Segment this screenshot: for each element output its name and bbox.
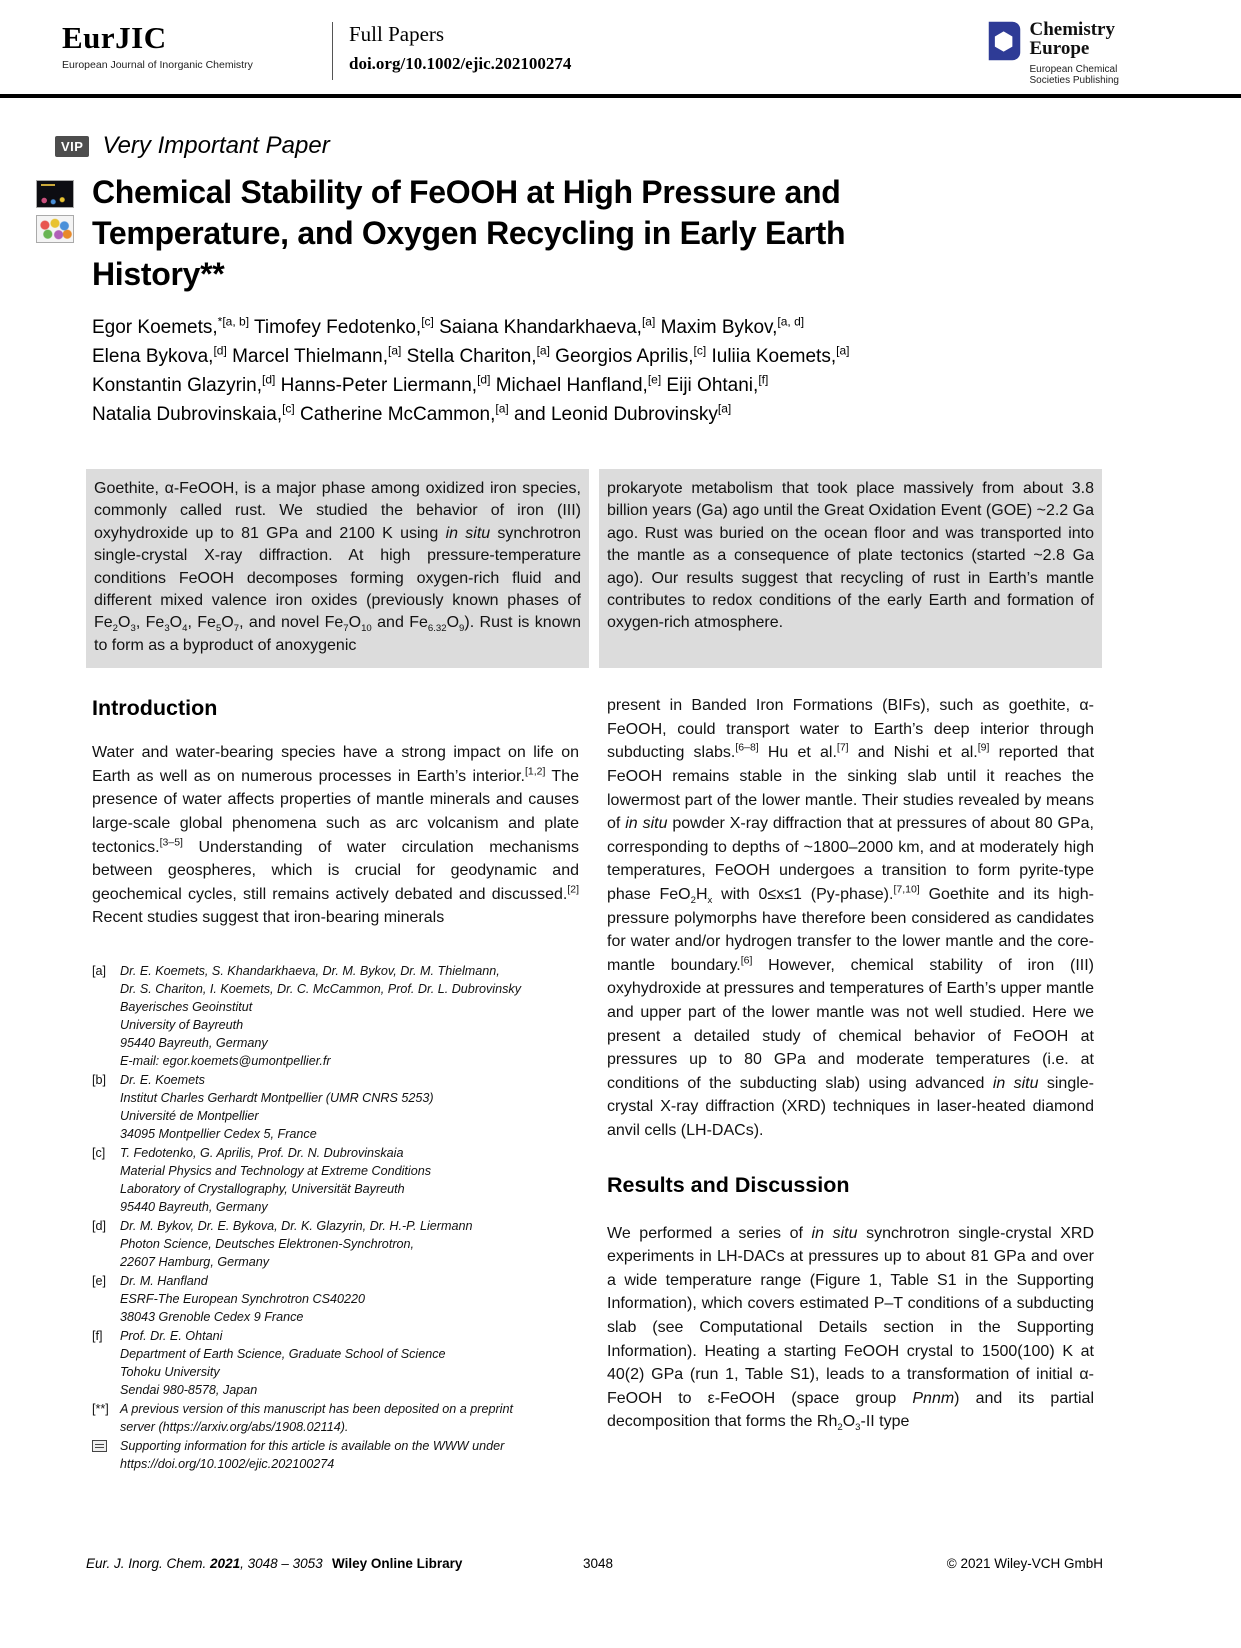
footnote-line: T. Fedotenko, G. Aprilis, Prof. Dr. N. Dubrovinskaia [120, 1146, 404, 1160]
footnote-line: 95440 Bayreuth, Germany [120, 1200, 268, 1214]
footnote-line: ESRF-The European Synchrotron CS40220 [120, 1292, 366, 1306]
doi-link[interactable]: doi.org/10.1002/ejic.202100274 [349, 54, 572, 73]
vip-row [55, 132, 1241, 160]
footnote-line: Department of Earth Science, Graduate School of Science [120, 1347, 446, 1361]
graphical-abstract-thumbs [36, 180, 74, 243]
abstract-left-column: Goethite, α-FeOOH, is a major phase among oxidized iron species, commonly called rust. We studied the behavior of iron (III) oxyhydroxide up to 81 GPa and 2100 K using in situ synchrotron single-crystal X-ray diffraction. At high pressure-temperature conditions FeOOH decomposes forming oxygen-rich fluid and different mixed valence iron oxides (previously known phases of $Fe_2O_3$, $Fe_3O_4$, $Fe_5O_7$, and novel $Fe_7O_{10}$ and $Fe_{6.32}O_9$). Rust is known to form as a byproduct of anoxygenic [86, 469, 589, 668]
footnote-line: Dr. S. Chariton, I. Koemets, Dr. C. McCammon, Prof. Dr. L. Dubrovinsky [120, 982, 522, 996]
author-line: Egor Koemets,$^{*[a, b]}$ Timofey Fedotenko,[c] Saiana Khandarkhaeva,[a] Maxim Bykov,[a, d] [92, 314, 805, 338]
section-heading-results: Results and Discussion [607, 1172, 850, 1197]
header-divider [332, 22, 333, 80]
left-column [92, 694, 579, 1474]
publisher-name-line2: Europe [1029, 38, 1090, 59]
footnote-line: 22607 Hamburg, Germany [120, 1255, 270, 1269]
results-paragraph: We performed a series of in situ synchrotron single-crystal XRD experiments in LH-DACs at pressures up to about 81 GPa and over a wide temperature range (Figure 1, Table S1 in the Supporting Information), which covers estimated P–T conditions of a subducting slab (see Computational Details section in the Supporting Information). Heating a starting FeOOH crystal to 1500(100) K at 40(2) GPa (run 1, Table S1), leads to a transformation of initial α-FeOOH to ε-FeOOH (space group Pnnm) and its partial decomposition that forms the $Rh_2O_3-II$ type [607, 1224, 1095, 1434]
wiley-online-library: Wiley Online Library [332, 1556, 463, 1571]
footnote-line: Prof. Dr. E. Ohtani [120, 1329, 223, 1343]
graphical-abstract-thumb-color [36, 215, 74, 243]
journal-citation: Eur. J. Inorg. Chem. 2021, 3048 – 3053 [86, 1556, 323, 1571]
vip-badge: VIP [55, 136, 89, 157]
author-line: Natalia Dubrovinskaia,[c] Catherine McCammon,[a] and Leonid Dubrovinsky[a] [92, 401, 732, 425]
publisher-subtitle-line2: Societies Publishing [1029, 75, 1119, 86]
footnote-text [120, 1400, 513, 1436]
publisher-block [980, 20, 1120, 86]
footnote-line: Supporting information for this article is available on the WWW under [120, 1439, 505, 1453]
footnote-line: University of Bayreuth [120, 1018, 244, 1032]
footnote-label: [c] [92, 1146, 106, 1160]
footnote-label: [b] [92, 1073, 107, 1087]
journal-header [0, 0, 1241, 94]
footnote-line: Institut Charles Gerhardt Montpellier (UMR CNRS 5253) [120, 1091, 434, 1105]
journal-logo: EurJIC [62, 20, 167, 55]
footnote-label: [a] [92, 964, 107, 978]
author-line: Konstantin Glazyrin,[d] Hanns-Peter Liermann,[d] Michael Hanfland,[e] Eiji Ohtani,[f] [92, 372, 769, 396]
introduction-continued-paragraph: present in Banded Iron Formations (BIFs), such as goethite, α-FeOOH, could transport water to Earth’s deep interior through subducting slabs.[6–8] Hu et al.[7] and Nishi et al.[9] reported that FeOOH remains stable in the sinking slab until it reaches the lowermost part of the lower mantle. Their studies revealed by means of in situ powder X-ray diffraction that at pressures of about 80 GPa, corresponding to depths of ~1800–2000 km, and at moderately high temperatures, FeOOH undergoes a transition to form pyrite-type phase $FeO_2H_x$ with 0≤x≤1 (Py-phase).[7,10] Goethite and its high-pressure polymorphs have therefore been considered as candidates for water and/or hydrogen transfer to the lower mantle and the core-mantle boundary.[6] However, chemical stability of iron (III) oxyhydroxide at pressures and temperatures of Earth’s upper mantle and upper part of the lower mantle was not well studied. Here we present a detailed study of chemical behavior of FeOOH at pressures up to 80 GPa and moderate temperatures (i.e. at conditions of the subducting slab) using advanced in situ single-crystal X-ray diffraction (XRD) techniques in laser-heated diamond anvil cells (LH-DACs). [607, 697, 1095, 1139]
copyright: © 2021 Wiley-VCH GmbH [946, 1556, 1103, 1571]
introduction-paragraph: Water and water-bearing species have a strong impact on life on Earth as well as on numerous processes in Earth’s interior.[1,2] The presence of water affects properties of mantle minerals and causes large-scale global phenomena such as arc volcanism and plate tectonics.[3–5] Understanding of water circulation mechanisms between geospheres, which is crucial for geodynamic and geochemical cycles, still remains actively debated and discussed.[2] Recent studies suggest that iron-bearing minerals [92, 744, 579, 927]
right-column [607, 694, 1094, 1474]
publisher-text [1030, 20, 1120, 86]
footnote-line: Université de Montpellier [120, 1109, 259, 1123]
footnote-line: Laboratory of Crystallography, Universität Bayreuth [120, 1182, 405, 1196]
author-list [92, 313, 1241, 429]
footnote-item [92, 962, 579, 1070]
footnote-text [120, 1327, 446, 1399]
footnote-line: Dr. M. Hanfland [120, 1274, 208, 1288]
footnote-line: Bayerisches Geoinstitut [120, 1000, 253, 1014]
footnote-label: [f] [92, 1329, 103, 1343]
footnote-line: 38043 Grenoble Cedex 9 France [120, 1310, 304, 1324]
journal-subtitle: European Journal of Inorganic Chemistry [62, 59, 253, 71]
article-type-block [349, 20, 571, 74]
footnote-line: Tohoku University [120, 1365, 220, 1379]
author-line: Elena Bykova,[d] Marcel Thielmann,[a] Stella Chariton,[a] Georgios Aprilis,[c] Iuliia Koemets,[a] [92, 343, 850, 367]
footnote-label: [d] [92, 1219, 107, 1233]
graphical-abstract-thumb-dark [36, 180, 74, 208]
footnote-link-line[interactable]: E-mail: egor.koemets@umontpellier.fr [120, 1054, 331, 1068]
footnote-text [120, 1071, 434, 1143]
footnote-item [92, 1071, 579, 1143]
footnote-label: [**] [92, 1402, 109, 1416]
article-title: Chemical Stability of FeOOH at High Pressure and Temperature, and Oxygen Recycling in Early Earth History** [92, 174, 846, 292]
article-type: Full Papers [349, 22, 445, 46]
footnote-line: Dr. E. Koemets [120, 1073, 205, 1087]
footnote-line: Dr. M. Bykov, Dr. E. Bykova, Dr. K. Glazyrin, Dr. H.-P. Liermann [120, 1219, 473, 1233]
footnote-item [92, 1400, 579, 1436]
abstract-right-column: prokaryote metabolism that took place massively from about 3.8 billion years (Ga) ago until the Great Oxidation Event (GOE) ~2.2 Ga ago. Rust was buried on the ocean floor and was transported into the mantle as a consequence of plate tectonics (started ~2.8 Ga ago). Our results suggest that recycling of rust in Earth’s mantle contributes to redox conditions of the early Earth and formation of oxygen-rich atmosphere. [599, 469, 1102, 668]
footnote-text [120, 1272, 365, 1326]
footnote-item [92, 1217, 579, 1271]
footnote-text [120, 1217, 472, 1271]
footnote-line: Photon Science, Deutsches Elektronen-Synchrotron, [120, 1237, 415, 1251]
footnote-line: 95440 Bayreuth, Germany [120, 1036, 268, 1050]
footnote-item [92, 1437, 579, 1473]
abstract [86, 469, 1102, 668]
footnote-label: [e] [92, 1274, 107, 1288]
publisher-subtitle-line1: European Chemical [1029, 64, 1118, 75]
publisher-name-line1: Chemistry [1029, 19, 1115, 40]
footnote-text [120, 962, 521, 1070]
journal-brand [62, 20, 332, 71]
title-block [92, 172, 1241, 295]
footnote-line: Sendai 980-8578, Japan [120, 1383, 258, 1397]
footnote-link-line[interactable]: server (https://arxiv.org/abs/1908.02114). [120, 1420, 349, 1434]
supporting-info-icon [92, 1437, 120, 1473]
section-heading-introduction: Introduction [92, 696, 218, 721]
chemistry-europe-logo [980, 20, 1022, 62]
footnote-line: Material Physics and Technology at Extreme Conditions [120, 1164, 432, 1178]
footnote-item [92, 1327, 579, 1399]
vip-label: Very Important Paper [102, 132, 330, 159]
footnote-line: A previous version of this manuscript has been deposited on a preprint [120, 1402, 513, 1416]
page-number: 3048 [583, 1556, 614, 1571]
footnote-text [120, 1144, 431, 1216]
footnote-list [92, 962, 579, 1473]
footnote-text [120, 1437, 504, 1473]
footnote-line: Dr. E. Koemets, S. Khandarkhaeva, Dr. M. Bykov, Dr. M. Thielmann, [120, 964, 500, 978]
article-body [92, 694, 1094, 1474]
footnote-link-line[interactable]: https://doi.org/10.1002/ejic.202100274 [120, 1457, 335, 1471]
footnote-item [92, 1272, 579, 1326]
header-rule [0, 94, 1241, 98]
footnote-line: 34095 Montpellier Cedex 5, France [120, 1127, 317, 1141]
footnote-item [92, 1144, 579, 1216]
